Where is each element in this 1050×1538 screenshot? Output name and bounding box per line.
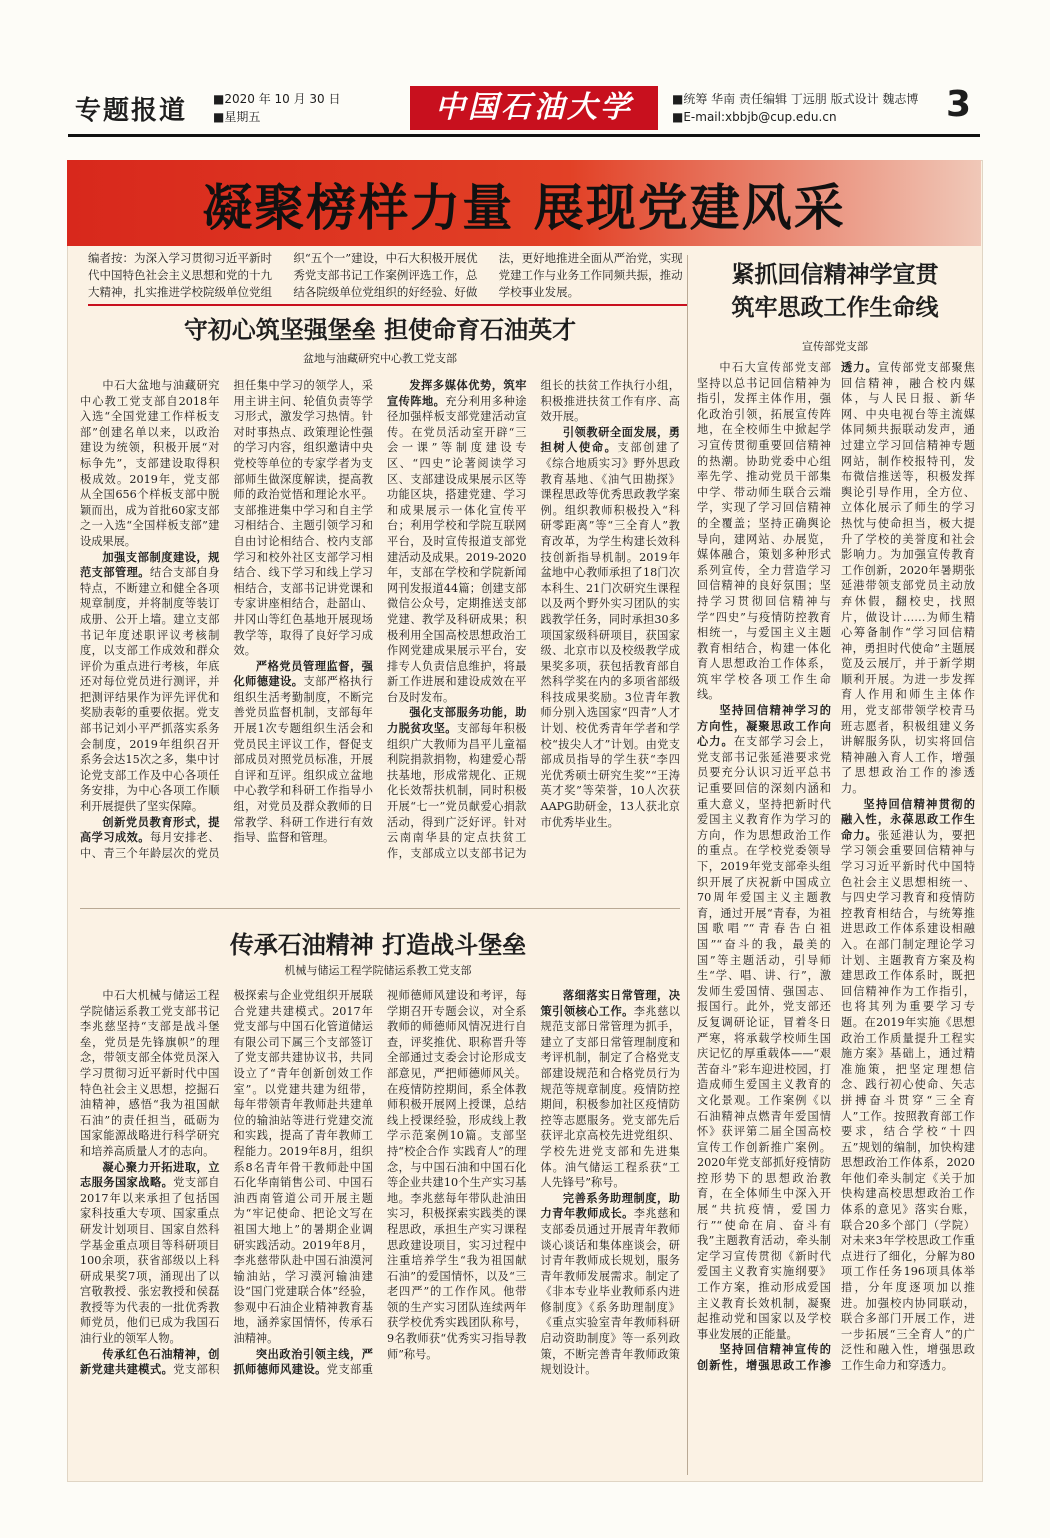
article1-title: 守初心筑坚强堡垒 担使命育石油英才 bbox=[183, 315, 577, 344]
paragraph-heading: 凝心聚力开拓进取，立志服务国家战略。 bbox=[80, 1159, 220, 1190]
article1-paragraph bbox=[80, 378, 220, 550]
paragraph-heading: 坚持回信精神贯彻的融入性，永葆思政工作生命力。 bbox=[841, 796, 975, 842]
paragraph-text: 张延港认为，要把学习领会重要回信精神与学习习近平新时代中国特色社会主义思想相统一、与四史学习教育和疫情防控教育相结合，与统筹推进思政工作体系建设相融入。在部门制定理论学习计划、主题教育方案及构建思政工作体系时，既把回信精神作为工作指引，也将其列为重要学习专题。在2019年实施《思想政治工作质量提升工程实施方案》基础上，通过精准施策，把坚定理想信念、践行初心使命、矢志拼搏奋斗贯穿“三全育人”工作。按照教育部工作要求，结合学校“十四五”规划的编制，加快构建思想政治工作体系，2020年他们牵头制定《关于加快构建高校思想政治工作体系的意见》落实台账，联合20多个部门（学院）对未来3年学校思政工作重点进行了细化，分解为80项工作任务196项具体举措，分年度逐项加以推进。加强校内协同联动，联合多部门开展工作，进一步拓展“三全育人”的广泛性和融入性，增强思政工作生命力和穿透力。 bbox=[841, 828, 975, 1372]
issue-weekday: ■星期五 bbox=[213, 110, 261, 124]
page-number: 3 bbox=[946, 84, 972, 125]
paragraph-text: 李兆慈和支部委员通过开展青年教师谈心谈话和集体座谈会，研讨青年教师成长规划，服务青年教师发展需求。制定了《非本专业毕业教师系内进修制度》《系务助理制度》《重点实验室青年教师科研启动资助制度》等一系列政策，不断完善青年教师政策规划设计。 bbox=[540, 1207, 680, 1377]
article3-paragraph bbox=[697, 703, 831, 1342]
staff-credits: ■统筹 华南 责任编辑 丁远朋 版式设计 魏志博 bbox=[672, 92, 919, 106]
article1-byline: 盆地与油藏研究中心教工党支部 bbox=[303, 352, 457, 365]
article1-paragraph bbox=[234, 659, 374, 846]
article2-byline: 机械与储运工程学院储运系教工党支部 bbox=[284, 964, 472, 977]
paragraph-text: 中石大机械与储运工程学院储运系教工党支部书记李兆慈坚持“支部是战斗堡垒，党员是先锋旗帜”的理念，带领支部全体党员深入学习贯彻习近平新时代中国特色社会主义思想，挖掘石油精神，感悟“我为祖国献石油”的责任担当，砥砺为国家能源战略进行科学研究和培养高质量人才的志向。 bbox=[80, 989, 220, 1158]
newspaper-logo: 中国石油大学 bbox=[410, 86, 658, 130]
paragraph-text: 党支部重视师德师风建设和考评，每学期召开专题会议，对全系教师的师德师风情况进行自查，评奖推优、职称晋升等全部通过支委会讨论形成支部意见，严把师德师风关。在疫情防控期间，系全体教师积极开展网上授课，总结线上授课经验，形成线上教学示范案例10篇。支部坚持“校企合作 实践育人”的理念，与中国石油和中国石化等企业共建10个生产实习基地。李兆慈每年带队赴油田实习，积极探索实践类的课程思政，承担生产实习课程思政建设项目，实习过程中注重培养学生“我为祖国献石油”的爱国情怀，以及“三老四严”的工作作风。他带领的生产实习团队连续两年获学校优秀实践团队称号，9名教师获“优秀实习指导教师”称号。 bbox=[326, 989, 527, 1377]
article3-body bbox=[697, 360, 975, 1465]
issue-date-block bbox=[213, 90, 341, 126]
paragraph-text: 宣传部党支部聚焦回信精神，融合校内媒体，与人民日报、新华网、中央电视台等主流媒体同频共振联动发声，通过建立学习回信精神专题网站，制作校报特刊，发布微信推送等，积极发挥舆论引导作用，全方位、立体化展示了师生的学习热忱与使命担当，极大提升了学校的美誉度和社会影响力。为加强宣传教育工作创新，2020年暑期张延港带领支部党员主动放弃休假，翻校史，找照片，做设计……为师生精心筹备制作“学习回信精神，勇担时代使命”主题展览及云展厅，并于新学期顺利开展。为进一步发挥育人作用和师生主体作用，党支部带领学校青马班志愿者，积极组建义务讲解服务队，切实将回信精神融入育人工作，增强了思想政治工作的渗透力。 bbox=[841, 361, 975, 796]
paragraph-heading: 发挥多媒体优势，筑牢宣传阵地。 bbox=[387, 378, 527, 408]
paragraph-heading: 引领教研全面发展，勇担树人使命。 bbox=[540, 424, 680, 455]
section-name: 专题报道 bbox=[75, 96, 188, 126]
issue-date: ■2020 年 10 月 30 日 bbox=[213, 92, 341, 106]
paragraph-text: 中石大盆地与油藏研究中心教工党支部自2018年入选“全国党建工作样板支部”创建名单以来，以政治建设为统领，积极开展“对标争先”，支部建设取得积极成效。2019年，党支部从全国656个样板支部中脱颖而出，成为首批60家支部之一入选“全国样板支部”建设成果展。 bbox=[80, 379, 220, 548]
article1-body bbox=[80, 378, 680, 896]
paragraph-text: 每月安排老、中、青三个年龄层次的党员担任集中学习的领学人，采用主讲主问、轮值负责等学习形式，激发学习热情。针对时事热点、政策理论性强的学习内容，组织邀请中央党校等单位的专家学者为支部师生做深度解读，提高教师的政治觉悟和理论水平。支部推进集中学习和自主学习相结合、主题引领学习和自由讨论相结合、校内支部学习和校外社区支部学习相结合、线下学习和线上学习相结合，支部书记讲党课和专家讲座相结合，赴韶山、井冈山等红色基地开展现场教学等，取得了良好学习成效。 bbox=[80, 379, 373, 860]
article3-title-line: 紧抓回信精神学宣贯 bbox=[731, 261, 939, 288]
paragraph-text: 支部创建了《综合地质实习》野外思政教育基地、《油气田勘探》课程思政等优秀思政教学案例。组织教师积极投入“科研零距离”等“三全育人”教育改革，为学生构建长效科技创新指导机制。2019年盆地中心教师承担了18门次本科生、21门次研究生课程以及两个野外实习团队的实践教学任务，同时承担30多项国家级科研项目，获国家级、北京市以及校级教学成果奖多项，获包括教育部自然科学奖在内的多项省部级科技成果奖励。3位青年教师分别入选国家“四青”人才计划、校优秀青年学者和学校“拔尖人才”计划。由党支部成员指导的学生获“李四光优秀硕士研究生奖”“王涛英才奖”等荣誉，10人次获AAPG助研金，13人获北京市优秀毕业生。 bbox=[540, 441, 680, 829]
paragraph-heading: 创新党员教育形式，提高学习成效。 bbox=[80, 814, 220, 845]
article2-body bbox=[80, 988, 680, 1460]
masthead-divider bbox=[68, 134, 980, 137]
article3-paragraph bbox=[841, 797, 975, 1374]
paragraph-text: 结合支部自身特点，不断建立和健全各项规章制度，并将制度等装订成册、公开上墙。建立支部书记年度述职评议考核制度，以支部工作成效和群众评价为重点进行考核，年底还对每位党员进行测评，并把测评结果作为评先评优和奖励表彰的重要依据。党支部书记刘小平严抓落实系务会制度，2019年组织召开系务会达15次之多，集中讨论党支部工作及中心各项任务安排，为中心各项工作顺利开展提供了坚实保障。 bbox=[80, 566, 220, 814]
paragraph-text: 中石大宣传部党支部坚持以总书记回信精神为指引，发挥主体作用，强化政治引领，拓展宣传阵地，在全校师生中掀起学习宣传贯彻重要回信精神的热潮。协助党委中心组率先学、推动党员干部集中学、带动师生联合云端学，实现了学习回信精神的全覆盖；坚持正确舆论导向，建网站、办展览，媒体融合，策划多种形式系列宣传，全力营造学习回信精神的良好氛围；坚持学习贯彻回信精神与学“四史”与疫情防控教育相统一，与爱国主义主题教育相结合，构建一体化育人思想政治工作体系，筑牢学校各项工作生命线。 bbox=[697, 361, 831, 702]
article1-paragraph bbox=[387, 378, 527, 705]
paragraph-heading: 加强支部制度建设，规范支部管理。 bbox=[80, 549, 220, 580]
paragraph-heading: 传承红色石油精神，创新党建共建模式。 bbox=[80, 1346, 220, 1377]
contact-email: ■E-mail:xbbjb@cup.edu.cn bbox=[672, 110, 837, 124]
column-divider bbox=[687, 255, 688, 1475]
article1-paragraph bbox=[80, 550, 220, 815]
paragraph-heading: 强化支部服务功能，助力脱贫攻坚。 bbox=[387, 705, 527, 736]
article2-paragraph bbox=[80, 988, 220, 1160]
paragraph-text: 在支部学习会上，党支部书记张延港要求党员要充分认识习近平总书记重要回信的深刻内涵和重大意义，坚持把新时代爱国主义教育作为学习的方向，作为思想政治工作的重点。在学校党委领导下，2019年党支部牵头组织开展了庆祝新中国成立70周年爱国主义主题教育，通过开展“青春，为祖国歌唱”“青春告白祖国”“奋斗的我，最美的国”等主题活动，引导师生“学、唱、讲、行”，激发师生爱国情、强国志、报国行。此外，党支部还反复调研论证，冒着冬日严寒，将承载学校师生国庆记忆的厚重载体——“艰苦奋斗”彩车迎进校园，打造成师生爱国主义教育的文化景观。工作案例《以石油精神点燃青年爱国情怀》获评第二届全国高校宣传工作创新推广案例。2020年党支部抓好疫情防控形势下的思想政治教育，在全体师生中深入开展“共抗疫情，爱国力行”“使命在肩、奋斗有我”主题教育活动，牵头制定学习宣传贯彻《新时代爱国主义教育实施纲要》工作方案，推动形成爱国主义教育长效机制，凝聚起推动党和国家以及学校事业发展的正能量。 bbox=[697, 735, 831, 1341]
paragraph-heading: 突出政治引领主线，严抓师德师风建设。 bbox=[233, 1346, 373, 1377]
paragraph-heading: 坚持回信精神宣传的创新性，增强思政工作渗透力。 bbox=[697, 360, 878, 1372]
article3-title-line: 筑牢思政工作生命线 bbox=[731, 294, 939, 321]
article-divider bbox=[80, 908, 680, 909]
article2-title: 传承石油精神 打造战斗堡垒 bbox=[229, 930, 527, 959]
paragraph-heading: 落细落实日常管理，决策引领核心工作。 bbox=[540, 988, 680, 1018]
editor-note: 编者按：为深入学习贯彻习近平新时代中国特色社会主义思想和党的十九大精神，扎实推进学校院级单位党组织“五个一”建设，中石大积极开展优秀党支部书记工作案例评选工作，总结各院级单位党组织的好经验、好做法，更好地推进全面从严治党，实现党建工作与业务工作同频共振，推动学校事业发展。 bbox=[88, 251, 683, 299]
paragraph-text: 党支部积极探索与企业党组织开展联合党建共建模式。2017年党支部与中国石化管道储运有限公司下属三个支部签订了党支部共建协议书，共同设立了“青年创新创效工作室”。以党建共建为纽带，每年带领青年教师赴共建单位的输油站等进行党建交流和实践，提高了青年教师工程能力。2019年8月，组织系8名青年骨干教师赴中国石化华南销售公司、中国石油西南管道公司开展主题为“牢记使命、把论文写在祖国大地上”的暑期企业调研实践活动。2019年8月，李兆慈带队赴中国石油漠河输油站，学习漠河输油建设“国门党建联合体”经验，参观中石油企业精神教育基地，涵养家国情怀，传承石油精神。 bbox=[173, 989, 373, 1377]
article2-paragraph bbox=[541, 988, 681, 1191]
paragraph-text: 李兆慈以规范支部日常管理为抓手，建立了支部日常管理制度和考评机制，制定了合格党支部建设规范和合格党员行为规范等规章制度。疫情防控期间，积极参加社区疫情防控等志愿服务。党支部先后获评北京高校先进党组织、学校先进党支部和先进集体。油气储运工程系获“工人先锋号”称号。 bbox=[540, 1004, 680, 1190]
article2-paragraph bbox=[80, 1160, 220, 1347]
article3-byline: 宣传部党支部 bbox=[802, 340, 868, 353]
paragraph-heading: 坚持回信精神学习的方向性，凝聚思政工作向心力。 bbox=[697, 703, 831, 749]
paragraph-heading: 严格党员管理监督，强化师德建设。 bbox=[233, 658, 373, 689]
article1-paragraph bbox=[541, 425, 681, 830]
editor-note-divider bbox=[88, 304, 688, 306]
paragraph-text: 支部每年积极组织广大教师为昌平儿童福利院捐款捐物，构建爱心帮扶基地，形成常规化、正规化长效帮扶机制，同时积极开展“七一”党员献爱心捐款活动，得到广泛好评。针对云南南华县的定点扶贫工作，支部成立以支部书记为组长的扶贫工作执行小组，积极推进扶贫工作有序、高效开展。 bbox=[387, 379, 680, 860]
paragraph-text: 支部严格执行组织生活考勤制度，不断完善党员监督机制，支部每年开展1次专题组织生活会和党员民主评议工作，督促支部成员对照党员标准，开展自评和互评。组织成立盆地中心教学和科研工作指导小组，对党员及群众教师的日常教学、科研工作进行有效指导、监督和管理。 bbox=[233, 675, 373, 845]
article2-paragraph bbox=[541, 1191, 681, 1378]
feature-headline: 凝聚榜样力量 展现党建风采 bbox=[202, 179, 846, 237]
paragraph-heading: 完善系务助理制度，助力青年教师成长。 bbox=[540, 1190, 680, 1221]
article3-title bbox=[694, 258, 976, 324]
article3-paragraph bbox=[697, 360, 831, 703]
paragraph-text: 充分利用多种途径加强样板支部党建活动宣传。在党员活动室开辟“三会一课”等制度建设专区、“四史”论著阅读学习区、支部建设成果展示区等功能区块，搭建党建、学习和成果展示一体化宣传平台；利用学校和学院互联网平台，及时宣传报道支部党建活动及成果。2019-2020年，支部在学校和学院新闻网刊发报道44篇；创建支部微信公众号，定期推送支部党建、教学及科研成果；积极利用全国高校思想政治工作网党建成果展示平台，安排专人负责信息维护，将最新工作进展和建设成效在平台及时发布。 bbox=[387, 394, 527, 704]
staff-info-block bbox=[672, 90, 918, 126]
paragraph-text: 党支部自2017年以来承担了包括国家科技重大专项、国家重点研发计划项目、国家自然科学基金重点项目等科研项目100余项，获省部级以上科研成果奖7项，涌现出了以宫敬教授、张宏教授和侯磊教授等为代表的一批优秀教师党员，他们已成为我国石油行业的领军人物。 bbox=[80, 1176, 220, 1346]
